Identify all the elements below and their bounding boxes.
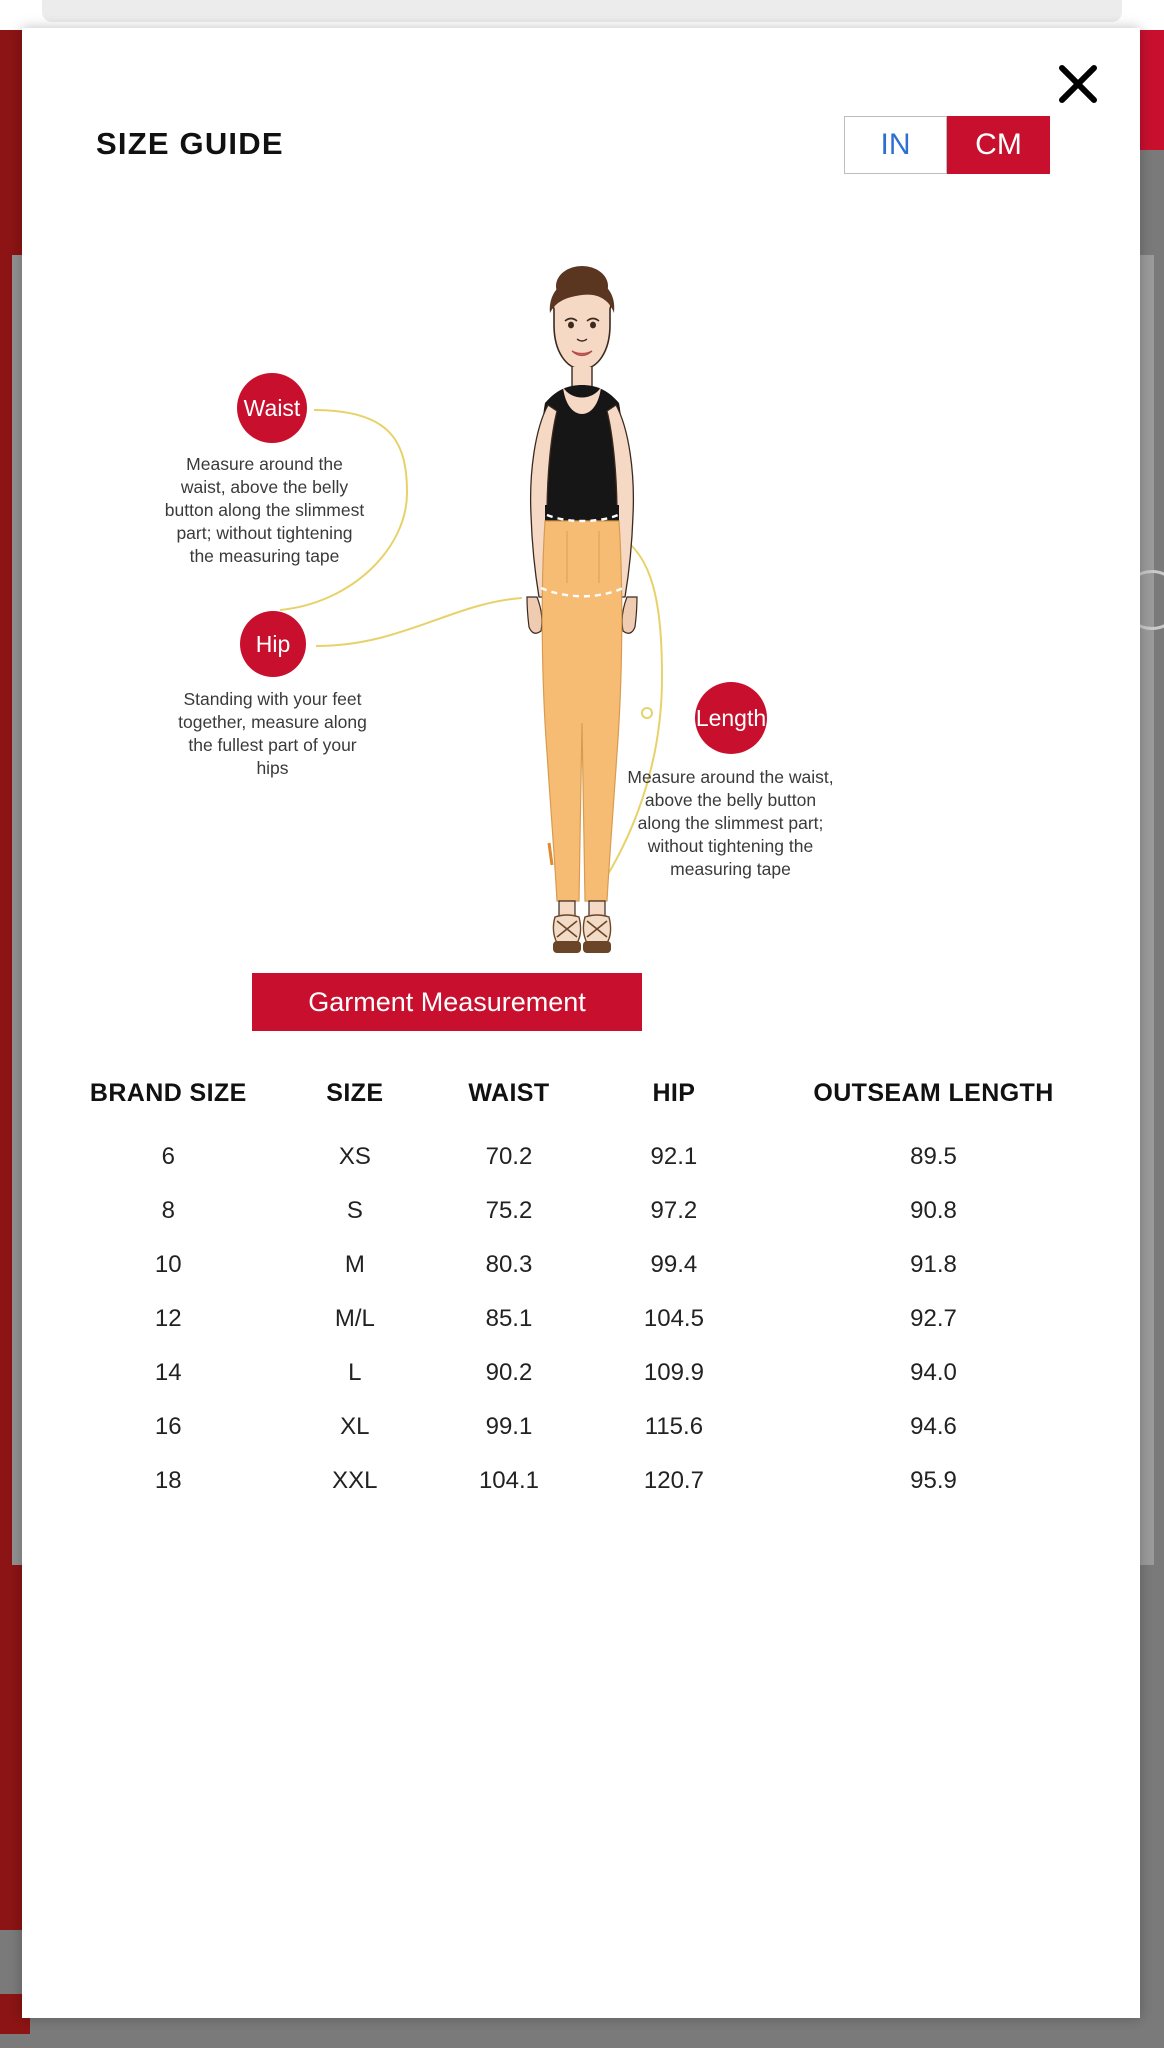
- cell-outseam: 94.0: [910, 1359, 957, 1386]
- column-header-waist: WAIST: [468, 1079, 550, 1107]
- cell-size: L: [348, 1359, 362, 1386]
- callout-bubble-waist: [237, 373, 307, 443]
- cell-brand-size: 18: [154, 1467, 182, 1494]
- cell-hip: 99.4: [650, 1251, 698, 1278]
- callout-text-waist: Measure around the waist, above the belly button along the slimmest part; without tightening the measuring tape: [164, 454, 365, 567]
- cell-brand-size: 8: [161, 1197, 175, 1224]
- close-icon[interactable]: [1052, 58, 1104, 110]
- column-header-hip: HIP: [652, 1079, 696, 1107]
- garment-measurement-banner: Garment Measurement: [252, 973, 642, 1031]
- cell-waist: 99.1: [485, 1413, 533, 1440]
- unit-toggle: [844, 116, 1050, 174]
- cell-outseam: 94.6: [910, 1413, 957, 1440]
- table-body: [52, 1130, 1112, 1508]
- cell-size: XL: [340, 1413, 370, 1440]
- cell-hip: 115.6: [644, 1413, 704, 1440]
- cell-hip: 109.9: [643, 1359, 704, 1386]
- cell-hip: 92.1: [650, 1143, 698, 1170]
- cell-hip: 104.5: [643, 1305, 704, 1332]
- callout-label-hip: Hip: [255, 630, 291, 657]
- background-right-accent: [1140, 30, 1164, 150]
- callout-bubble-hip: [240, 611, 306, 677]
- page-title: SIZE GUIDE: [96, 126, 284, 161]
- cell-brand-size: 16: [154, 1413, 182, 1440]
- cell-brand-size: 12: [154, 1305, 182, 1332]
- background-browser-chrome: [42, 0, 1122, 22]
- callout-text-hip: Standing with your feet together, measure along the fullest part of your hips: [178, 689, 367, 779]
- callout-text-length: Measure around the waist, above the belly button along the slimmest part; without tightening the measuring tape: [627, 767, 834, 880]
- table-header-row: [52, 1063, 1112, 1130]
- measurement-illustration: [22, 258, 1140, 978]
- cell-waist: 90.2: [485, 1359, 533, 1386]
- table-row: [52, 1454, 1112, 1508]
- cell-size: S: [346, 1197, 363, 1224]
- cell-outseam: 91.8: [910, 1251, 957, 1278]
- cell-waist: 70.2: [485, 1143, 533, 1170]
- cell-waist: 75.2: [485, 1197, 533, 1224]
- cell-brand-size: 14: [154, 1359, 182, 1386]
- size-table: [52, 1063, 1112, 1508]
- table-row: [52, 1238, 1112, 1292]
- table-row: [52, 1130, 1112, 1184]
- table-row: [52, 1346, 1112, 1400]
- cell-waist: 80.3: [485, 1251, 533, 1278]
- column-header-size: SIZE: [326, 1079, 384, 1107]
- callout-label-length: Length: [695, 704, 767, 731]
- cell-outseam: 89.5: [910, 1143, 957, 1170]
- unit-button-in[interactable]: IN: [844, 116, 947, 174]
- cell-waist: 104.1: [478, 1467, 539, 1494]
- cell-brand-size: 10: [154, 1251, 182, 1278]
- cell-outseam: 92.7: [910, 1305, 957, 1332]
- cell-size: XXL: [332, 1467, 378, 1494]
- callout-bubble-length: [695, 682, 767, 754]
- cell-hip: 97.2: [650, 1197, 698, 1224]
- cell-size: M/L: [334, 1305, 375, 1332]
- table-row: [52, 1292, 1112, 1346]
- cell-size: XS: [338, 1143, 371, 1170]
- callout-label-waist: Waist: [243, 394, 301, 421]
- column-header-brand-size: BRAND SIZE: [89, 1079, 247, 1107]
- background-top-bar: [0, 0, 1164, 30]
- table-row: [52, 1184, 1112, 1238]
- unit-button-cm[interactable]: CM: [947, 116, 1050, 174]
- cell-size: M: [344, 1251, 365, 1278]
- cell-hip: 120.7: [643, 1467, 704, 1494]
- cell-waist: 85.1: [485, 1305, 533, 1332]
- size-guide-modal: [22, 28, 1140, 2018]
- cell-outseam: 90.8: [910, 1197, 957, 1224]
- column-header-outseam-length: OUTSEAM LENGTH: [813, 1079, 1054, 1107]
- cell-brand-size: 6: [161, 1143, 175, 1170]
- table-row: [52, 1400, 1112, 1454]
- cell-outseam: 95.9: [910, 1467, 957, 1494]
